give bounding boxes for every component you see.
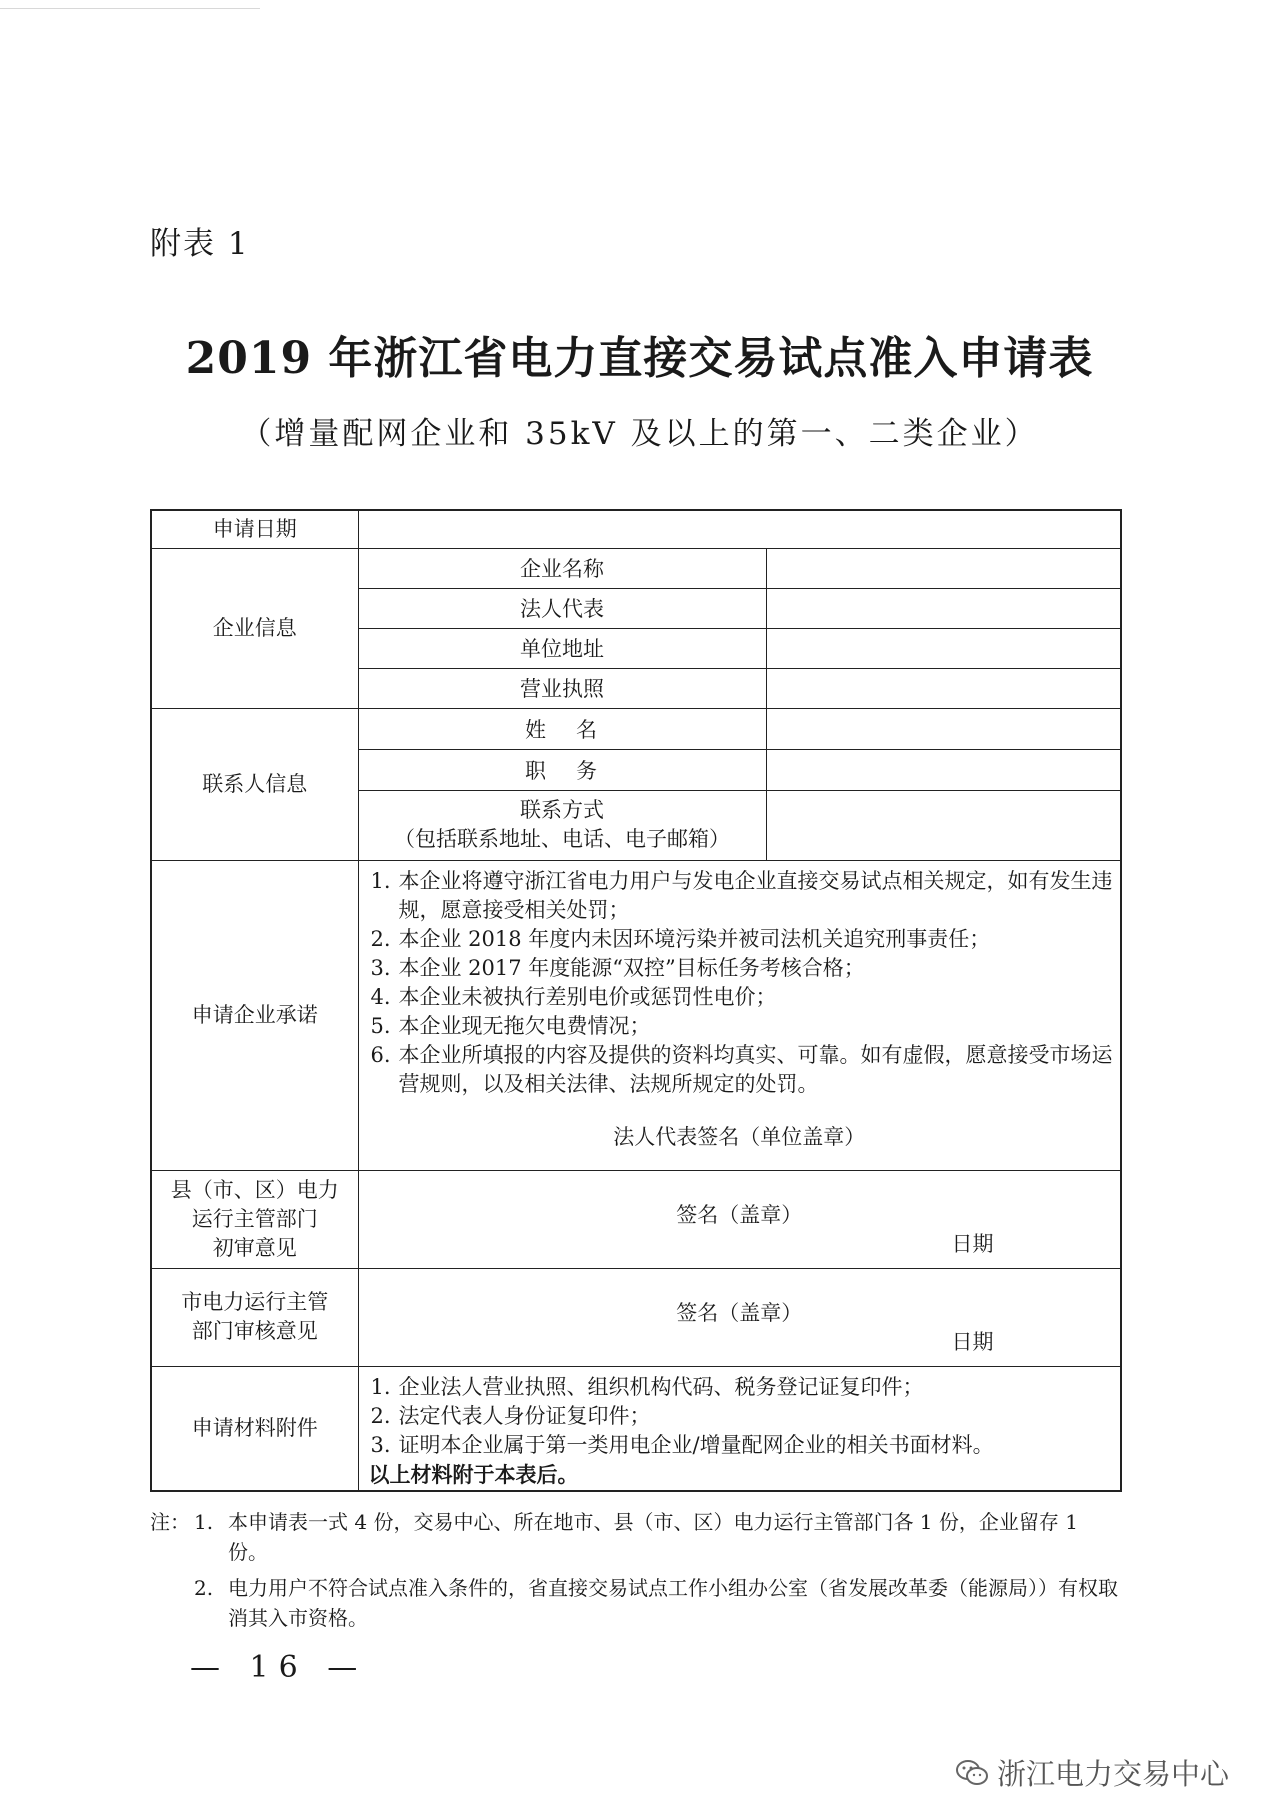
contact-name-label: 姓名: [358, 708, 766, 749]
commitment-item: 4. 本企业未被执行差别电价或惩罚性电价；: [370, 984, 777, 1009]
top-scan-line: [0, 8, 260, 9]
row-commitment: [151, 860, 1121, 1170]
contact-method-note: （包括联系地址、电话、电子邮箱）: [394, 827, 730, 851]
footnote-item: 2. 电力用户不符合试点准入条件的，省直接交易试点工作小组办公室（省发展改革委（能源局））有权取消其入市资格。: [194, 1576, 1118, 1630]
application-form-table: [150, 509, 1122, 1492]
commitment-item: 5. 本企业现无拖欠电费情况；: [370, 1013, 651, 1038]
footnote-prefix: 注：: [150, 1510, 190, 1534]
page-title: 2019 年浙江省电力直接交易试点准入申请表: [185, 333, 1094, 384]
row-contact-name: [151, 708, 1121, 749]
footnotes: [150, 1507, 1120, 1639]
commitment-item: 1. 本企业将遵守浙江省电力用户与发电企业直接交易试点相关规定，如有发生违规，愿意接受相关处罚；: [370, 868, 1113, 922]
address-label: 单位地址: [358, 628, 766, 668]
commitment-label: 申请企业承诺: [151, 860, 358, 1170]
commitment-cell: [358, 860, 1121, 1170]
legal-rep-field[interactable]: [766, 588, 1121, 628]
attachment-item: 2. 法定代表人身份证复印件；: [370, 1403, 651, 1428]
city-review-cell[interactable]: [358, 1268, 1121, 1366]
contact-position-label: 职务: [358, 749, 766, 790]
page-number: — 16 —: [190, 1650, 368, 1685]
attachments-list: [359, 1367, 1121, 1460]
contact-method-field[interactable]: [766, 790, 1121, 860]
county-review-cell[interactable]: [358, 1170, 1121, 1268]
attachments-closing: 以上材料附于本表后。: [368, 1461, 579, 1487]
contact-method-label: 联系方式: [520, 798, 604, 822]
contact-info-label: 联系人信息: [151, 708, 358, 860]
contact-method-cell: [358, 790, 766, 860]
footnote-item: 注： 1. 本申请表一式 4 份，交易中心、所在地市、县（市、区）电力运行主管部门各 1 份，企业留存 1 份。: [150, 1507, 1120, 1567]
legal-rep-label: 法人代表: [358, 588, 766, 628]
attachment-item: 1. 企业法人营业执照、组织机构代码、税务登记证复印件；: [370, 1374, 924, 1399]
county-review-signature: 签名（盖章）: [676, 1203, 803, 1227]
watermark: [955, 1752, 1229, 1793]
address-field[interactable]: [766, 628, 1121, 668]
wechat-icon: [955, 1759, 989, 1787]
city-review-label: 市电力运行主管 部门审核意见: [151, 1268, 358, 1366]
business-license-label: 营业执照: [358, 668, 766, 708]
contact-position-field[interactable]: [766, 749, 1121, 790]
commitment-item: 6. 本企业所填报的内容及提供的资料均真实、可靠。如有虚假，愿意接受市场运营规则，以及相关法律、法规所规定的处罚。: [370, 1042, 1113, 1096]
county-review-label: 县（市、区）电力 运行主管部门 初审意见: [151, 1170, 358, 1268]
city-review-signature: 签名（盖章）: [676, 1301, 803, 1325]
attachment-label: 附表 1: [150, 226, 250, 262]
row-attachments: [151, 1366, 1121, 1491]
watermark-text: 浙江电力交易中心: [997, 1757, 1230, 1791]
county-review-date: 日期: [951, 1232, 994, 1256]
commitment-list: [359, 861, 1121, 1105]
commitment-signature: 法人代表签名（单位盖章）: [613, 1124, 866, 1149]
contact-name-field[interactable]: [766, 708, 1121, 749]
row-city-review: [151, 1268, 1121, 1366]
attachments-cell: [358, 1366, 1121, 1491]
company-name-field[interactable]: [766, 548, 1121, 588]
commitment-item: 3. 本企业 2017 年度能源“双控”目标任务考核合格；: [370, 955, 865, 980]
apply-date-label: 申请日期: [151, 510, 358, 548]
row-apply-date: [151, 510, 1121, 548]
attachment-item: 3. 证明本企业属于第一类用电企业/增量配网企业的相关书面材料。: [370, 1432, 994, 1457]
city-review-date: 日期: [951, 1330, 994, 1354]
commitment-item: 2. 本企业 2018 年度内未因环境污染并被司法机关追究刑事责任；: [370, 926, 991, 951]
business-license-field[interactable]: [766, 668, 1121, 708]
company-info-label: 企业信息: [151, 548, 358, 708]
row-company-name: [151, 548, 1121, 588]
attachments-label: 申请材料附件: [151, 1366, 358, 1491]
page-subtitle: （增量配网企业和 35kV 及以上的第一、二类企业）: [240, 416, 1039, 452]
apply-date-field[interactable]: [358, 510, 1121, 548]
company-name-label: 企业名称: [358, 548, 766, 588]
row-county-review: [151, 1170, 1121, 1268]
